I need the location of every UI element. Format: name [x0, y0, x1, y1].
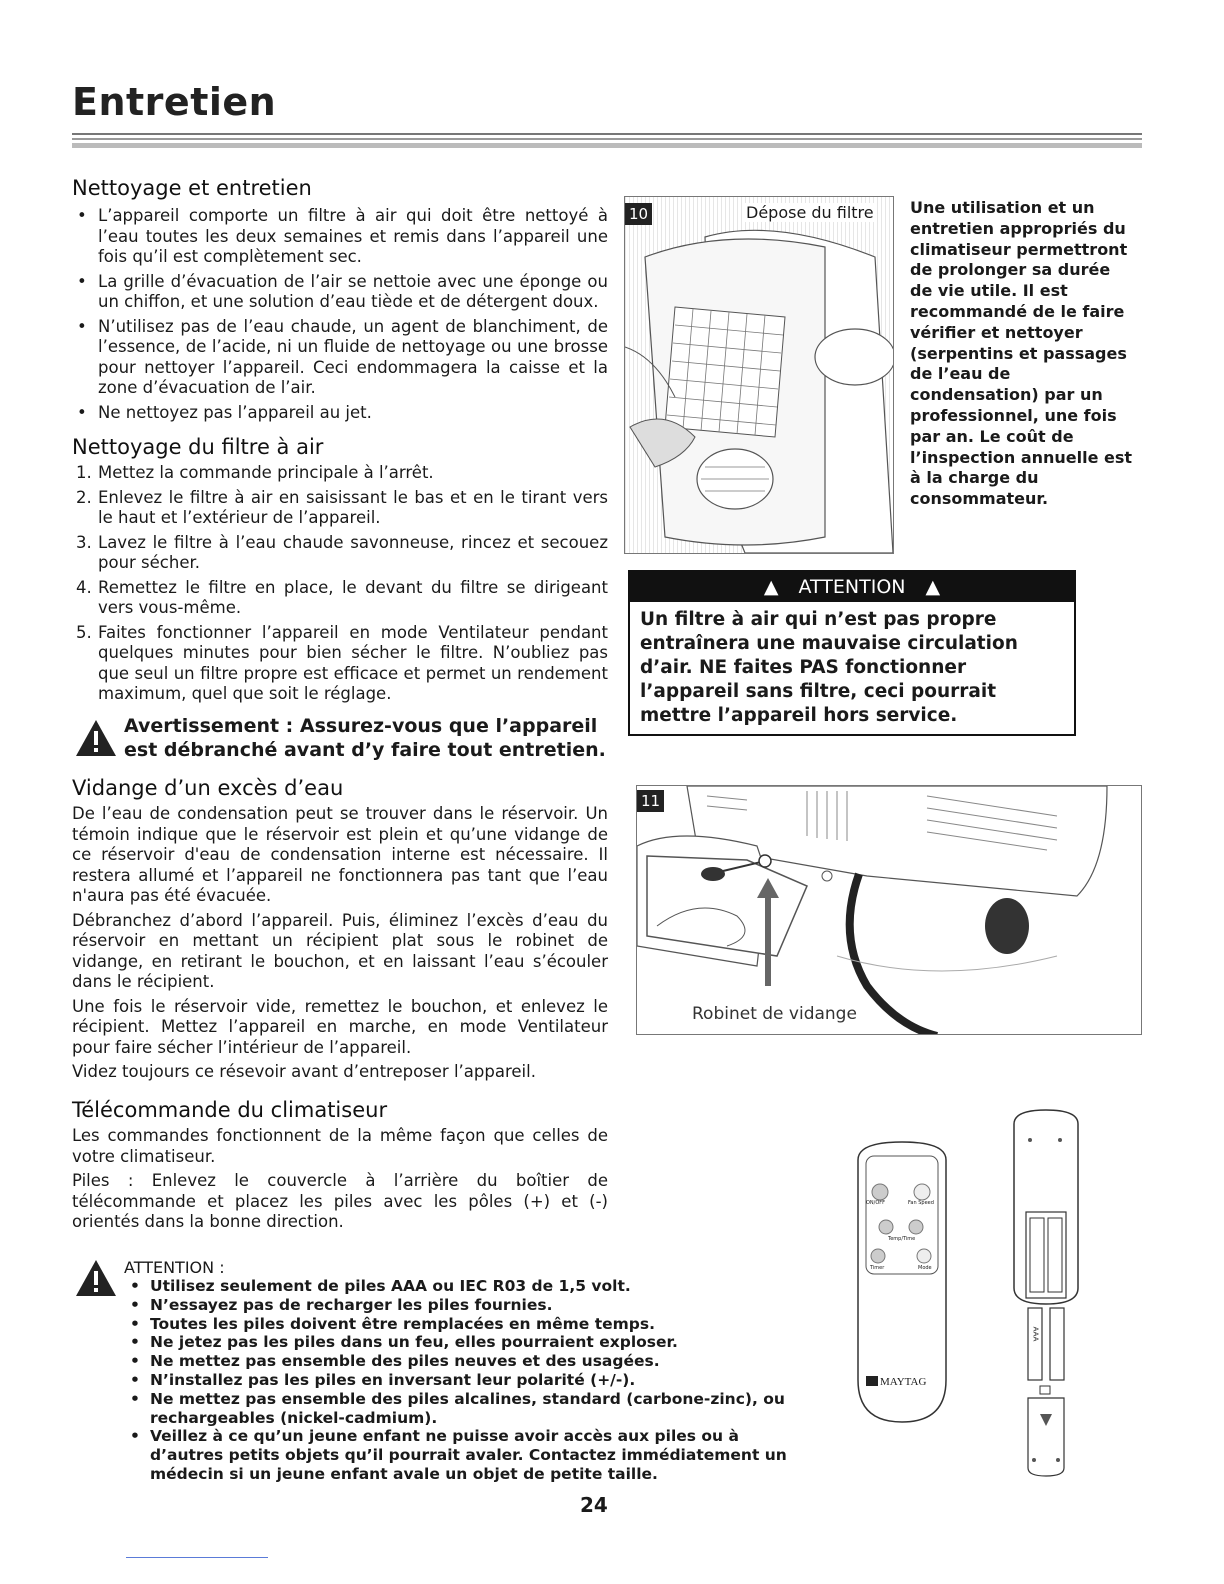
btn-label-timer: Timer — [870, 1265, 885, 1271]
list-item: • Veillez à ce qu’un jeune enfant ne puisse avoir accès aux piles ou à d’autres petits objets qu’il pourrait avaler. Contactez immédiatement un médecin si un jeune enfant avale un objet de petite taille. — [124, 1427, 802, 1483]
drain-paragraph: Videz toujours ce résevoir avant d’entreposer l’appareil. — [72, 1062, 536, 1081]
drain-illustration — [637, 786, 1141, 1034]
remote-section — [72, 1098, 608, 1237]
warning-icon: ▲ — [925, 576, 941, 598]
figure-caption: Robinet de vidange — [692, 1004, 857, 1024]
drain-paragraph: De l’eau de condensation peut se trouver dans le réservoir. Un témoin indique que le réservoir est plein et qu’une vidange de ce réservoir d'eau de condensation interne est nécessaire. Il restera allumé et l’appareil ne fonctionnera pas tant que l’eau n'aura pas été évacuée. — [72, 804, 608, 905]
attention-text: Un filtre à air qui n’est pas propre entraînera une mauvaise circulation d’air. NE faites PAS fonctionner l’appareil sans filtre, ceci pourrait mettre l’appareil hors service. — [640, 609, 1018, 726]
filter-section — [72, 435, 608, 709]
cleaning-list — [72, 206, 608, 423]
figure-drain-valve — [636, 785, 1142, 1035]
figure-number: 11 — [637, 790, 664, 812]
attention-header — [630, 572, 1074, 602]
page-number: 24 — [580, 1493, 608, 1517]
btn-label-temp-time: Temp/Time — [888, 1236, 916, 1242]
figure-filter-removal — [624, 196, 894, 554]
caution-label: ATTENTION : — [124, 1258, 225, 1277]
list-item: 5. Faites fonctionner l’appareil en mode Ventilateur pendant quelques minutes pour bien sécher le filtre. N’oubliez pas que seul un filtre propre est efficace et permet un rendement maximum, quel que soit le réglage. — [76, 622, 608, 703]
warning-icon — [74, 718, 118, 758]
list-item: • N’utilisez pas de l’eau chaude, un agent de blanchiment, de l’essence, de l’acide, ni un fluide de nettoyage ou une brosse pour nettoyer l’appareil. Ceci endommagera la caisse et la zone d’évacuation de l’air. — [72, 317, 608, 399]
remote-paragraph: Piles : Enlevez le couvercle à l’arrière du boîtier de télécommande et placez les piles avec les pôles (+) et (-) orientés dans la bonne direction. — [72, 1171, 608, 1231]
list-item: • Ne mettez pas ensemble des piles neuves et des usagées. — [124, 1352, 802, 1371]
footer-rule — [126, 1557, 268, 1558]
list-item: 2. Enlevez le filtre à air en saisissant le bas et en le tirant vers le haut et l’extérieur de l’appareil. — [76, 487, 608, 527]
remote-paragraph: Les commandes fonctionnent de la même façon que celles de votre climatiseur. — [72, 1126, 608, 1166]
list-item: • Ne nettoyez pas l’appareil au jet. — [72, 403, 608, 424]
list-item: • Ne jetez pas les piles dans un feu, elles pourraient exploser. — [124, 1333, 802, 1352]
btn-label-onoff: ON/OFF — [866, 1200, 886, 1206]
warning-icon — [74, 1258, 118, 1298]
brand-logo: MAYTAG — [880, 1376, 927, 1388]
figure-caption: Dépose du filtre — [743, 203, 877, 222]
remote-front — [852, 1140, 952, 1424]
filter-steps — [72, 463, 608, 705]
figure-number: 10 — [625, 203, 652, 225]
title-rule — [72, 133, 1142, 148]
list-item: 1. Mettez la commande principale à l’arrêt. — [76, 463, 434, 482]
page-title: Entretien — [72, 80, 277, 124]
remote-battery-illustration — [1010, 1108, 1082, 1480]
drain-heading: Vidange d’un excès d’eau — [72, 776, 344, 800]
warning-block — [72, 714, 608, 762]
drain-section — [72, 776, 608, 1087]
remote-back — [1010, 1108, 1082, 1480]
list-item: 4. Remettez le filtre en place, le devant du filtre se dirigeant vers vous-même. — [76, 577, 608, 617]
caution-list — [124, 1277, 802, 1484]
battery-label: AAA — [1031, 1326, 1040, 1342]
warning-icon: ▲ — [763, 576, 779, 598]
cleaning-section — [72, 176, 608, 427]
btn-label-mode: Mode — [918, 1265, 932, 1271]
cleaning-heading: Nettoyage et entretien — [72, 176, 312, 200]
drain-paragraph: Une fois le réservoir vide, remettez le bouchon, et enlevez le récipient. Mettez l’appareil en marche, en mode Ventilateur pour faire sécher l’intérieur de l’appareil. — [72, 996, 608, 1057]
filter-heading: Nettoyage du filtre à air — [72, 435, 324, 459]
remote-heading: Télécommande du climatiseur — [72, 1098, 388, 1122]
list-item: • Ne mettez pas ensemble des piles alcalines, standard (carbone-zinc), ou rechargeables (nickel-cadmium). — [124, 1390, 802, 1428]
list-item: • N’installez pas les piles en inversant leur polarité (+/-). — [124, 1371, 802, 1390]
list-item: • La grille d’évacuation de l’air se nettoie avec une éponge ou un chiffon, et une solution d’eau tiède et de détergent doux. — [72, 272, 608, 313]
battery-caution — [72, 1258, 802, 1484]
attention-box — [628, 570, 1076, 736]
warning-text: Avertissement : Assurez-vous que l’appareil est débranché avant d’y faire tout entretien. — [124, 715, 606, 761]
side-note: Une utilisation et un entretien appropriés du climatiseur permettront de prolonger sa durée de vie utile. Il est recommandé de le faire vérifier et nettoyer (serpentins et passages de l’eau de condensation) par un professionnel, une fois par an. Le coût de l’inspection annuelle est à la charge du consommateur. — [910, 198, 1133, 509]
filter-illustration — [625, 197, 893, 553]
list-item: • N’essayez pas de recharger les piles fournies. — [124, 1296, 802, 1315]
btn-label-fan-speed: Fan Speed — [908, 1200, 934, 1206]
list-item: 3. Lavez le filtre à l’eau chaude savonneuse, rincez et secouez pour sécher. — [76, 532, 608, 572]
list-item: • L’appareil comporte un filtre à air qui doit être nettoyé à l’eau toutes les deux semaines et remis dans l’appareil une fois qu’il est complètement sec. — [72, 206, 608, 268]
attention-label: ATTENTION — [798, 576, 906, 598]
list-item: • Toutes les piles doivent être remplacées en même temps. — [124, 1315, 802, 1334]
list-item: • Utilisez seulement de piles AAA ou IEC R03 de 1,5 volt. — [124, 1277, 802, 1296]
drain-paragraph: Débranchez d’abord l’appareil. Puis, éliminez l’excès d’eau du réservoir en mettant un récipient plat sous le robinet de vidange, en retirant le bouchon, et en laissant l’eau s’écouler dans le récipient. — [72, 910, 608, 991]
